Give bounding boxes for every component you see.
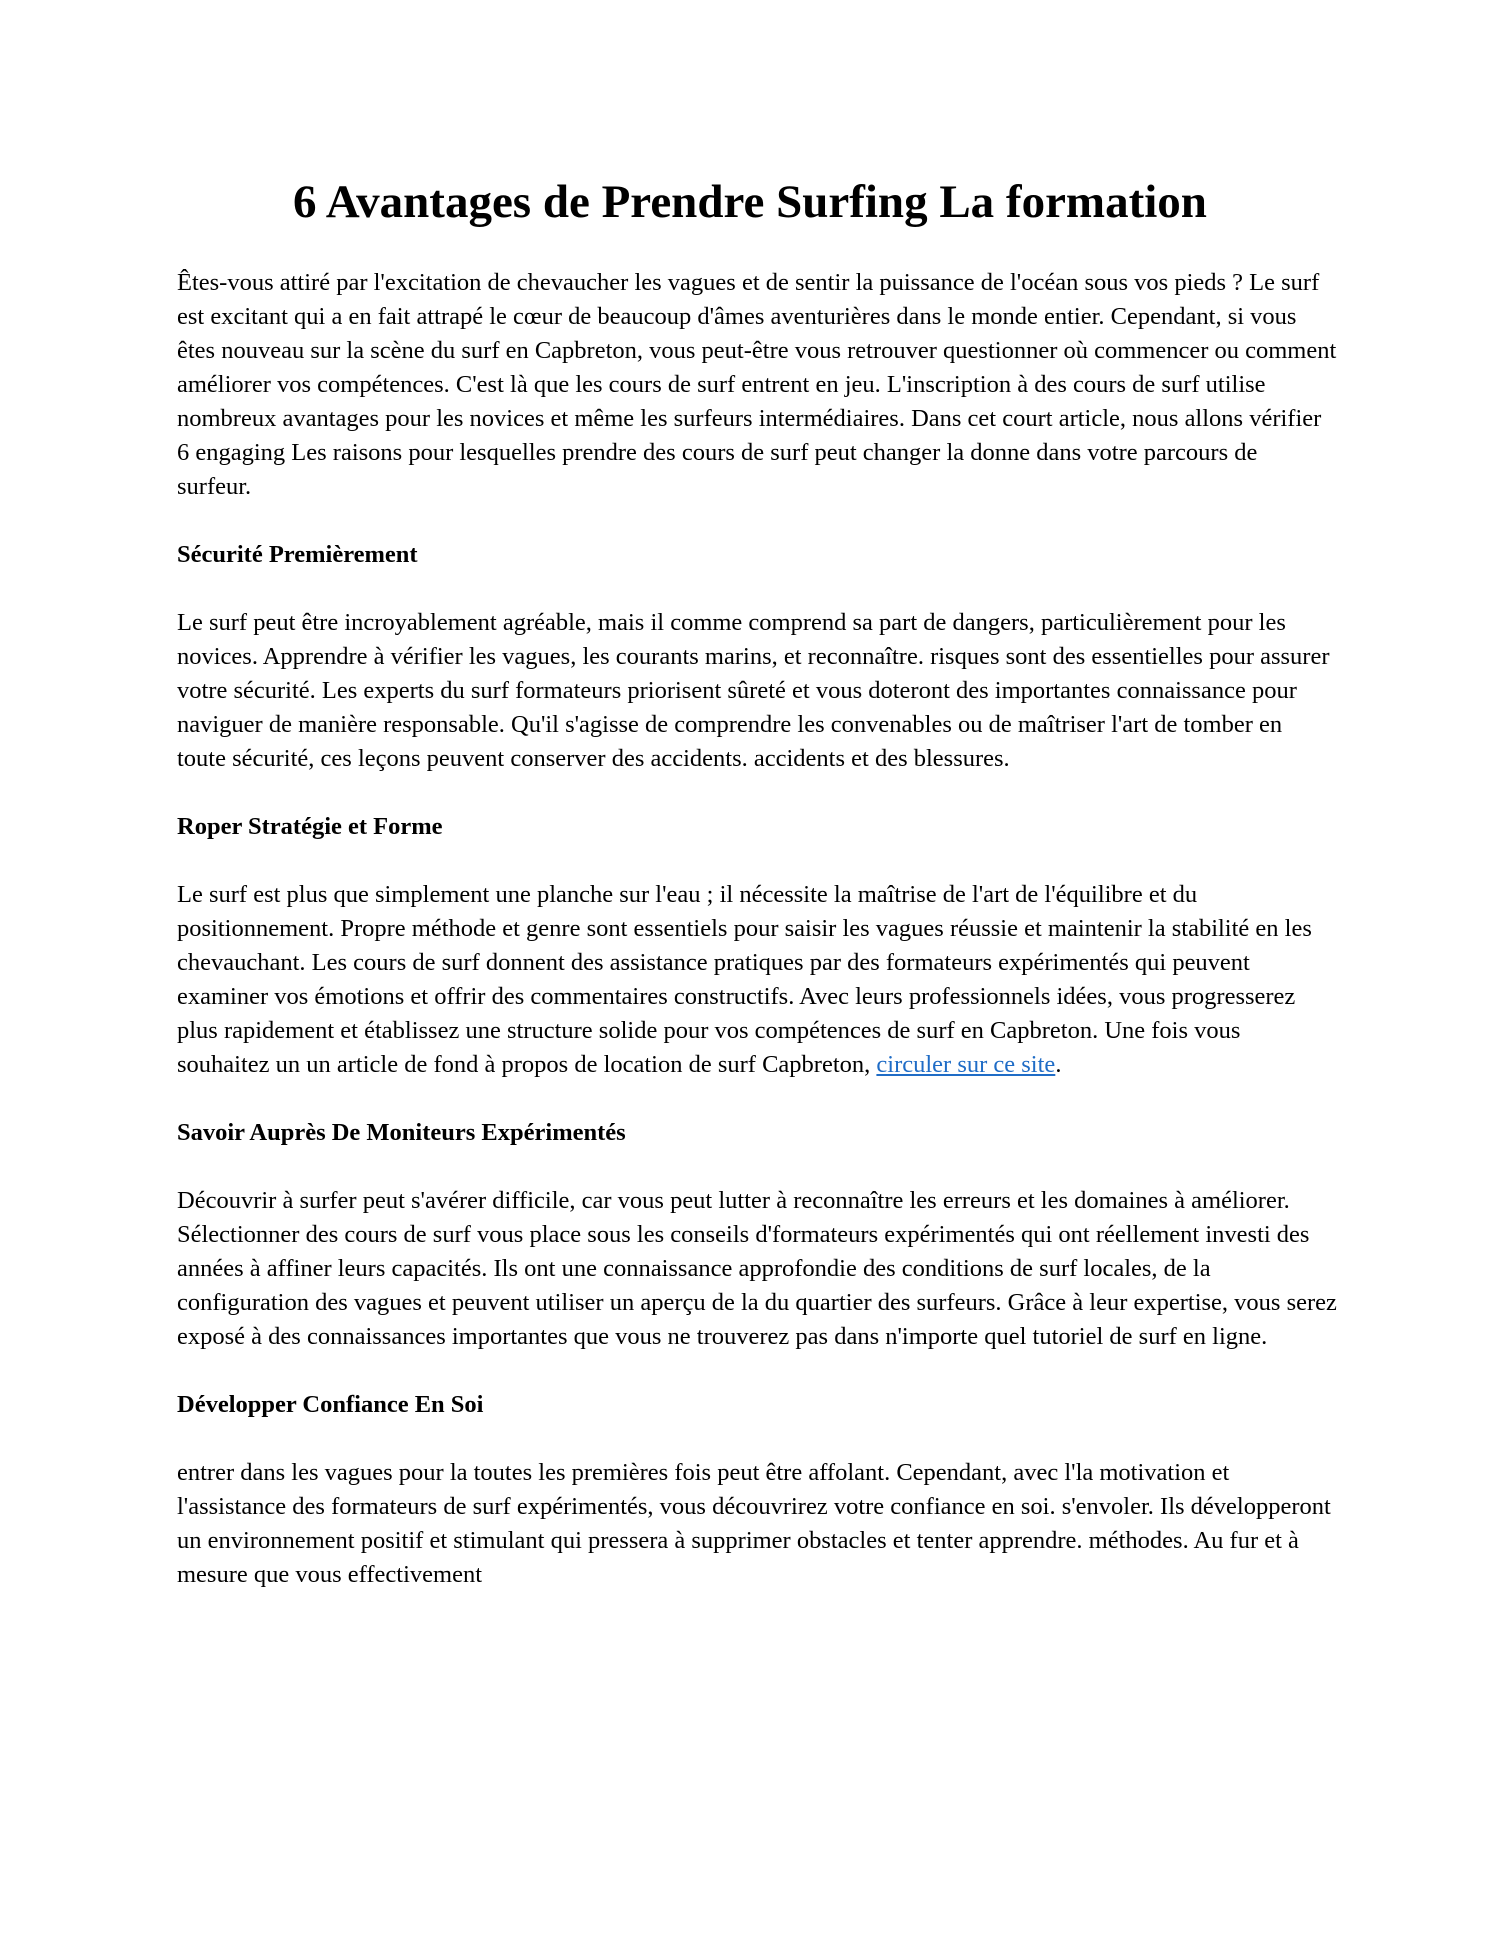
section-heading-technique: Roper Stratégie et Forme: [177, 813, 443, 840]
technique-text: Le surf est plus que simplement une planche sur l'eau ; il nécessite la maîtrise de l'art de l'équilibre et du positionnement. Propre méthode et genre sont essentiels pour saisir les vagues réussie et maintenir la stabilité en les chevauchant. Les cours de surf donnent des assistance pratiques par des formateurs expérimentés qui peuvent examiner vos émotions et offrir des commentaires constructifs. Avec leurs professionnels idées, vous progresserez plus rapidement et établissez une structure solide pour vos compétences de surf en Capbreton. Une fois vous souhaitez un un article de fond à propos de location de surf Capbreton,: [177, 881, 1312, 1078]
section-paragraph-safety: Le surf peut être incroyablement agréable, mais il comme comprend sa part de dangers, particulièrement pour les novices. Apprendre à vérifier les vagues, les courants marins, et reconnaître. risques sont des essentielles pour assurer votre sécurité. Les experts du surf formateurs priorisent sûreté et vous doteront des importantes connaissance pour naviguer de manière responsable. Qu'il s'agisse de comprendre les convenables ou de maîtriser l'art de tomber en toute sécurité, ces leçons peuvent conserver des accidents. accidents et des blessures.: [177, 609, 1330, 772]
section-paragraph-confidence: entrer dans les vagues pour la toutes les premières fois peut être affolant. Cependant, avec l'la motivation et l'assistance des formateurs de surf expérimentés, vous découvrirez votre confiance en soi. s'envoler. Ils développeront un environnement positif et stimulant qui pressera à supprimer obstacles et tenter apprendre. méthodes. Au fur et à mesure que vous effectivement: [177, 1459, 1331, 1588]
document-title: 6 Avantages de Prendre Surfing La formation: [293, 176, 1207, 228]
section-heading-confidence: Développer Confiance En Soi: [177, 1391, 484, 1418]
section-paragraph-technique: [177, 878, 1337, 1082]
section-paragraph-instructors: Découvrir à surfer peut s'avérer difficile, car vous peut lutter à reconnaître les erreurs et les domaines à améliorer. Sélectionner des cours de surf vous place sous les conseils d'formateurs expérimentés qui ont réellement investi des années à affiner leurs capacités. Ils ont une connaissance approfondie des conditions de surf locales, de la configuration des vagues et peuvent utiliser un aperçu de la du quartier des surfeurs. Grâce à leur expertise, vous serez exposé à des connaissances importantes que vous ne trouverez pas dans n'importe quel tutoriel de surf en ligne.: [177, 1187, 1337, 1350]
section-heading-safety: Sécurité Premièrement: [177, 541, 418, 568]
section-heading-instructors: Savoir Auprès De Moniteurs Expérimentés: [177, 1119, 626, 1146]
intro-paragraph: Êtes-vous attiré par l'excitation de chevaucher les vagues et de sentir la puissance de l'océan sous vos pieds ? Le surf est excitant qui a en fait attrapé le cœur de beaucoup d'âmes aventurières dans le monde entier. Cependant, si vous êtes nouveau sur la scène du surf en Capbreton, vous peut-être vous retrouver questionner où commencer ou comment améliorer vos compétences. C'est là que les cours de surf entrent en jeu. L'inscription à des cours de surf utilise nombreux avantages pour les novices et même les surfeurs intermédiaires. Dans cet court article, nous allons vérifier 6 engaging Les raisons pour lesquelles prendre des cours de surf peut changer la donne dans votre parcours de surfeur.: [177, 269, 1337, 500]
site-link[interactable]: circuler sur ce site: [876, 1051, 1056, 1078]
link-trailing-period: .: [1055, 1051, 1062, 1078]
article-body: [177, 266, 1337, 1626]
